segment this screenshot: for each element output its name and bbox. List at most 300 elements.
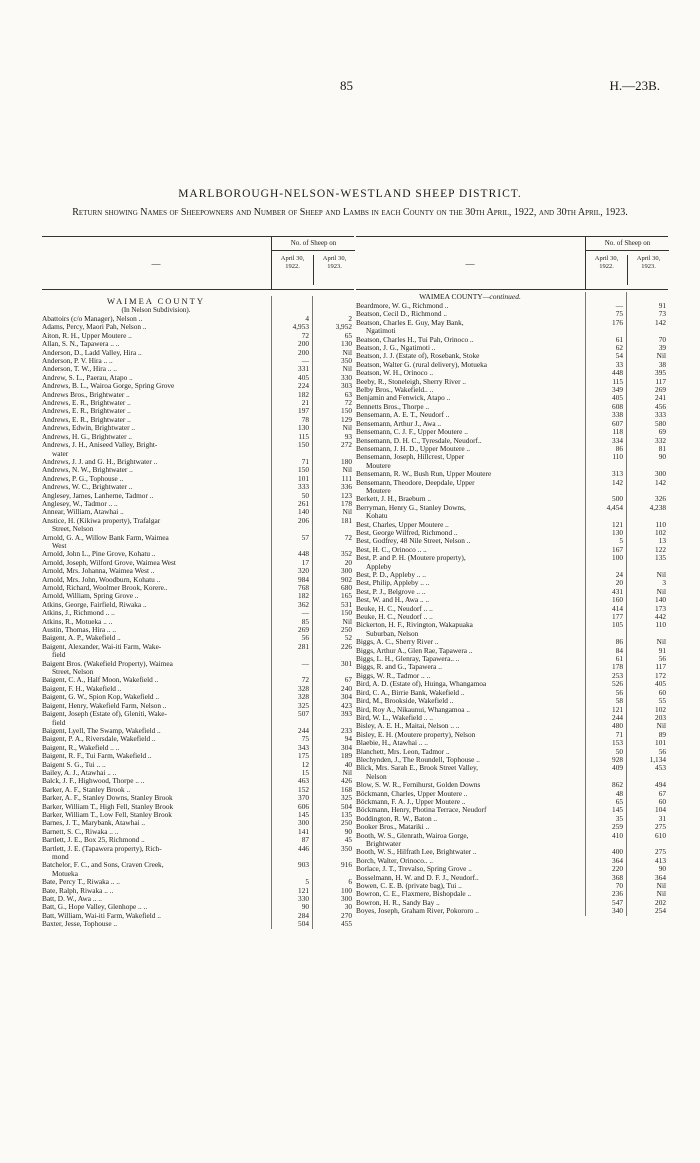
left-table	[42, 236, 354, 929]
sheep-count-1922: 220	[612, 864, 623, 874]
sheep-count-1923: 426	[341, 776, 352, 786]
owner-name: Arnold, John L., Pine Grove, Kohatu ..	[42, 549, 156, 559]
table-row	[42, 861, 354, 878]
page-number: 85	[340, 78, 353, 93]
owner-name: Barker, A. F., Stanley Downs, Stanley Brook	[42, 793, 173, 803]
owner-name: Biggs, W. R., Tadmor .. ..	[356, 670, 431, 680]
owner-name: Atkins, R., Motueka .. ..	[42, 616, 113, 626]
owner-name: Biggs, R. and G., Tapawera ..	[356, 662, 442, 672]
sheep-count-1922: 448	[612, 368, 623, 378]
sheep-count-1923: 531	[341, 599, 352, 609]
year-1922-header: April 30, 1922.	[586, 255, 628, 285]
right-table	[356, 236, 668, 916]
sheep-count-1922: 54	[615, 351, 623, 361]
sheep-count-1922: 343	[298, 742, 309, 752]
sheep-count-1923: 240	[341, 683, 352, 693]
owner-name: Bensemann, Theodore, Deepdale, Upper Moutere	[356, 477, 475, 495]
sheep-count-1922: 177	[612, 612, 623, 622]
owner-name: Beeby, R., Stoneleigh, Sherry River ..	[356, 376, 466, 386]
owner-name: Beuke, H. C., Neudorf .. ..	[356, 603, 433, 613]
sheep-count-1922: 56	[615, 687, 623, 697]
sheep-count-1922: 75	[615, 309, 623, 319]
sheep-count-1922: 50	[615, 746, 623, 756]
sheep-count-1923: 94	[344, 734, 352, 744]
owner-name: Booker Bros., Matariki ..	[356, 822, 430, 832]
county-note: (In Nelson Subdivision).	[121, 306, 191, 314]
owner-name: Best, W. and H., Awa .. ..	[356, 595, 430, 605]
owner-name: Batt, D. W., Awa .. ..	[42, 894, 102, 904]
owner-name: Barker, William T., Low Fell, Stanley Brook	[42, 809, 172, 819]
sheep-count-1922: 84	[615, 645, 623, 655]
owner-name: Beatson, J. G., Ngatimoti ..	[356, 343, 436, 353]
sheep-count-1922: 400	[612, 847, 623, 857]
sheep-count-1922: 328	[298, 683, 309, 693]
sheep-count-1922: 928	[612, 754, 623, 764]
sheep-count-1923: 73	[658, 309, 666, 319]
sheep-count-1923: 350	[341, 356, 352, 366]
owner-name: Baigent, R. F., Tui Farm, Wakefield ..	[42, 751, 152, 761]
sheep-count-1923: Nil	[656, 721, 666, 731]
owner-name: Bird, A. D. (Estate of), Huinga, Whangamoa	[356, 679, 487, 689]
sheep-count-1923: 172	[655, 670, 666, 680]
owner-name: Aiton, R. H., Upper Moutere ..	[42, 330, 132, 340]
year-1923-header: April 30, 1923.	[636, 255, 661, 270]
sheep-count-1923: 330	[341, 372, 352, 382]
owner-name: Baigent, C. A., Half Moon, Wakefield ..	[42, 675, 159, 685]
sheep-count-1923: Nil	[342, 767, 352, 777]
sheep-count-header	[585, 237, 669, 289]
owner-name: Best, Godfrey, 48 Nile Street, Nelson ..	[356, 536, 471, 546]
sheep-count-1922: 115	[298, 431, 309, 441]
sheep-count-1922: 463	[298, 776, 309, 786]
sheep-count-1922: 313	[612, 469, 623, 479]
sheep-count-1923: 90	[344, 826, 352, 836]
owner-name: Benjamin and Fenwick, Atapo ..	[356, 393, 451, 403]
sheep-count-1922: 333	[298, 482, 309, 492]
sheep-count-1923: 55	[658, 696, 666, 706]
owner-name: Böckmann, F. A. J., Upper Moutere ..	[356, 796, 466, 806]
sheep-count-1922: —	[301, 356, 309, 366]
sheep-count-1922: —	[301, 658, 309, 668]
sheep-count-1922: 338	[612, 410, 623, 420]
sheep-count-1923: 13	[658, 536, 666, 546]
sheep-count-1922: 325	[298, 700, 309, 710]
owner-name: Batt, G., Hope Valley, Glenhope .. ..	[42, 902, 148, 912]
owner-name: Anstice, H. (Kikiwa property), Trafalgar Street, Nelson	[42, 515, 161, 534]
owner-name: Belby Bros., Wakefield.. ..	[356, 385, 434, 395]
sheep-count-1922: 35	[615, 813, 623, 823]
owner-name: Bensemann, D. H. C., Tyresdale, Neudorf..	[356, 435, 482, 445]
sheep-count-1923: Nil	[342, 465, 352, 475]
owner-name: Böckmann, Charles, Upper Moutere ..	[356, 788, 468, 798]
sheep-count-1922: 340	[612, 906, 623, 916]
sheep-count-1922: 526	[612, 679, 623, 689]
sheep-count-1922: 21	[301, 398, 309, 408]
table-header	[42, 236, 354, 290]
owner-name: Andrews, J. H., Aniseed Valley, Bright- water	[42, 440, 158, 458]
sheep-count-1922: 50	[301, 490, 309, 500]
owner-name: Baigent Bros. (Wakefield Property), Waimea Street, Nelson	[42, 658, 173, 677]
sheep-count-1922: 130	[612, 527, 623, 537]
sheep-count-1922: 236	[612, 889, 623, 899]
sheep-count-1922: —	[301, 608, 309, 618]
table-row	[356, 621, 668, 638]
owner-name: Andrews, E. R., Brightwater ..	[42, 414, 131, 424]
sheep-count-1923: 56	[658, 746, 666, 756]
sheep-count-1922: 75	[301, 734, 309, 744]
sheep-count-1923: 270	[341, 910, 352, 920]
sheep-count-1923: 405	[655, 679, 666, 689]
sheep-count-1922: 130	[298, 423, 309, 433]
owner-name: Beatson, J. J. (Estate of), Rosebank, Stoke	[356, 351, 480, 361]
table-row	[356, 764, 668, 781]
sheep-count-1922: 61	[615, 334, 623, 344]
owner-name: Andrew, S. L., Paerau, Atapo ..	[42, 372, 133, 382]
sheep-count-1923: 67	[344, 675, 352, 685]
sheep-count-1923: 350	[341, 843, 352, 853]
table-row	[356, 479, 668, 496]
sheep-count-1923: 102	[655, 527, 666, 537]
owner-name: Bickerton, H. F., Rivington, Wakapuaka Suburban, Nelson	[356, 620, 473, 638]
owner-name: Best, H. C., Orinoco .. ..	[356, 544, 427, 554]
sheep-count-1923: 504	[341, 801, 352, 811]
sheep-count-1923: 413	[655, 855, 666, 865]
sheep-count-1922: 12	[301, 759, 309, 769]
owner-name: Beardmore, W. G., Richmond ..	[356, 301, 449, 310]
sheep-count-1923: 52	[344, 633, 352, 643]
sheep-count-1922: 448	[298, 549, 309, 559]
sheep-count-1922: 24	[615, 570, 623, 579]
sheep-count-1922: 86	[615, 443, 623, 453]
sheep-count-1923: 181	[341, 515, 352, 525]
sheep-count-1923: 300	[341, 566, 352, 576]
owner-name: Barker, A. F., Stanley Brook ..	[42, 784, 131, 794]
sheep-count-1923: 111	[341, 473, 352, 483]
sheep-count-1922: 15	[301, 767, 309, 777]
sheep-count-1923: 135	[655, 553, 666, 563]
sheep-count-1922: 368	[612, 872, 623, 882]
owner-name: Baigent, Henry, Wakefield Farm, Nelson ..	[42, 700, 167, 710]
sheep-count-1923: 6	[348, 877, 352, 887]
sheep-count-1922: 121	[612, 519, 623, 529]
sheep-count-1923: 333	[655, 410, 666, 420]
sheep-count-1922: 244	[612, 712, 623, 722]
owner-name: Baigent, G. W., Spion Kop, Wakefield ..	[42, 692, 160, 702]
owner-name: Beatson, Walter G. (rural delivery), Motueka	[356, 359, 487, 369]
sheep-count-1922: 334	[612, 435, 623, 445]
sheep-count-1922: 145	[612, 805, 623, 815]
owner-name: Atkins, George, Fairfield, Riwaka ..	[42, 599, 147, 609]
sheep-count-1922: 176	[612, 317, 623, 327]
sheep-count-1923: 168	[341, 784, 352, 794]
page-title: MARLBOROUGH-NELSON-WESTLAND SHEEP DISTRICT.	[178, 188, 522, 200]
sheep-count-1923: 20	[344, 557, 352, 567]
sheep-count-1922: 110	[612, 452, 623, 462]
sheep-count-1923: 65	[344, 330, 352, 340]
sheep-count-1923: 67	[658, 788, 666, 798]
sheep-count-1923: 130	[341, 339, 352, 349]
sheep-count-1923: 140	[655, 595, 666, 605]
sheep-count-1923: 91	[658, 301, 666, 310]
sheep-count-1923: 364	[655, 872, 666, 882]
sheep-count-1923: 60	[658, 687, 666, 697]
owner-name: Baigent, Alexander, Wai-iti Farm, Wake- field	[42, 641, 162, 660]
sheep-count-1922: 862	[612, 780, 623, 790]
sheep-count-1923: 226	[341, 641, 352, 651]
sheep-count-1922: 607	[612, 418, 623, 428]
table-body	[356, 292, 668, 916]
sheep-count-1922: 56	[301, 633, 309, 643]
sheep-count-1923: 72	[344, 398, 352, 408]
sheep-count-1923: 326	[655, 494, 666, 504]
sheep-count-1923: Nil	[656, 570, 666, 579]
sheep-count-1922: 153	[612, 738, 623, 748]
sheep-count-1923: 3,952	[335, 322, 352, 332]
sheep-count-1922: 409	[612, 763, 623, 773]
owner-name: Beatson, Charles E. Guy, May Bank, Ngatimoti	[356, 317, 464, 336]
sheep-count-1923: 100	[341, 885, 352, 895]
sheep-count-1923: 423	[341, 700, 352, 710]
sheep-count-1922: 48	[615, 788, 623, 798]
sheep-count-1923: 580	[655, 418, 666, 428]
sheep-count-1922: 118	[612, 427, 623, 437]
table-row	[42, 660, 354, 677]
sheep-count-1922: 206	[298, 515, 309, 525]
owner-name: Austin, Thomas, Hira .. ..	[42, 625, 117, 635]
sheep-count-1923: 173	[655, 603, 666, 613]
owner-name: Andrews, J. J. and G. H., Brightwater ..	[42, 456, 158, 466]
owner-name: Barnett, S. C., Riwaka .. ..	[42, 826, 119, 836]
sheep-count-1922: 71	[301, 456, 309, 466]
sheep-count-1922: 178	[612, 662, 623, 672]
owner-name: Batchelor, F. C., and Sons, Craven Creek, Motueka	[42, 860, 164, 878]
sheep-count-1923: 453	[655, 763, 666, 773]
sheep-count-1922: 4	[305, 314, 309, 323]
owner-name: Biggs, A. C., Sherry River ..	[356, 637, 439, 647]
owner-name: Andrews, E. R., Brightwater ..	[42, 406, 131, 416]
number-heading: No. of Sheep on	[272, 237, 355, 251]
sheep-count-1922: 4,454	[606, 502, 623, 512]
document-reference: H.—23B.	[609, 78, 660, 93]
sheep-count-1923: 123	[341, 490, 352, 500]
sheep-count-1922: 182	[298, 591, 309, 601]
sheep-count-1922: 167	[612, 544, 623, 554]
sheep-count-1923: 456	[655, 401, 666, 411]
sheep-count-1923: 56	[658, 654, 666, 664]
sheep-count-1923: 610	[655, 830, 666, 840]
owner-name: Blow, S. W. R., Fernihurst, Golden Downs	[356, 780, 481, 790]
sheep-count-1923: 241	[655, 393, 666, 403]
owner-name: Baigent, Lyell, The Swamp, Wakefield ..	[42, 725, 161, 735]
sheep-count-1923: 117	[655, 376, 666, 386]
owner-name: Bartlett, J. E. (Tapawera property), Rich- mond	[42, 843, 162, 861]
county-heading: WAIMEA COUNTY—continued.	[419, 292, 521, 301]
sheep-count-1922: 405	[612, 393, 623, 403]
sheep-count-1923: 39	[658, 343, 666, 353]
owner-name: Andrews, B. L., Wairoa Gorge, Spring Grove	[42, 381, 175, 391]
sheep-count-1922: 331	[298, 364, 309, 374]
table-header	[356, 236, 668, 290]
owner-name: Bensemann, C. J. F., Upper Moutere ..	[356, 427, 468, 437]
table-row	[356, 504, 668, 521]
owner-name: Arnold, Mrs. John, Woodburn, Kohatu ..	[42, 574, 161, 584]
sheep-count-1923: 393	[341, 709, 352, 719]
sheep-count-1922: 150	[298, 465, 309, 475]
sheep-count-1923: 90	[658, 452, 666, 462]
sheep-count-1922: 160	[612, 595, 623, 605]
owner-name: Bird, W. L., Wakefield .. ..	[356, 712, 433, 722]
sheep-count-1922: 349	[612, 385, 623, 395]
table-row	[356, 832, 668, 849]
owner-name: Adams, Percy, Maori Pah, Nelson ..	[42, 322, 147, 332]
owner-name: Abattoirs (c/o Manager), Nelson ..	[42, 314, 143, 323]
sheep-count-1923: 395	[655, 368, 666, 378]
owner-name: Andrews, P. G., Tophouse ..	[42, 473, 124, 483]
sheep-count-1923: Nil	[342, 347, 352, 357]
sheep-count-1922: 86	[615, 637, 623, 647]
sheep-count-1922: 5	[619, 536, 623, 546]
sheep-count-1923: Nil	[656, 586, 666, 596]
sheep-count-1923: 101	[655, 738, 666, 748]
sheep-count-1922: 62	[615, 343, 623, 353]
sheep-count-1922: 370	[298, 793, 309, 803]
owner-name: Bensemann, A. E. T., Neudorf ..	[356, 410, 450, 420]
owner-name: Balck, J. F., Highwood, Thorpe .. ..	[42, 776, 145, 786]
owner-name: Bate, Percy T., Riwaka .. ..	[42, 877, 120, 887]
table-row	[42, 920, 354, 928]
table-row	[42, 441, 354, 458]
sheep-count-1923: 300	[341, 894, 352, 904]
owner-name: Borch, Walter, Orinoco.. ..	[356, 855, 434, 865]
owner-name: Andrews, N. W., Brightwater ..	[42, 465, 133, 475]
sheep-count-1922: 984	[298, 574, 309, 584]
sheep-count-1922: 182	[298, 389, 309, 399]
sheep-count-1923: 203	[655, 712, 666, 722]
sheep-count-1923: 129	[341, 414, 352, 424]
sheep-count-1923: 254	[655, 906, 666, 916]
sheep-count-1922: 140	[298, 507, 309, 517]
sheep-count-1923: 916	[341, 860, 352, 870]
sheep-count-1923: 680	[341, 583, 352, 592]
sheep-count-1922: 85	[301, 616, 309, 626]
sheep-count-1923: 180	[341, 456, 352, 466]
sheep-count-1922: 328	[298, 692, 309, 702]
sheep-count-1922: 57	[301, 532, 309, 542]
sheep-count-1922: 608	[612, 401, 623, 411]
sheep-count-1922: 71	[615, 729, 623, 739]
owner-name: Bosselmann, H. W. and D. F. J., Neudorf..	[356, 872, 479, 882]
table-row	[356, 453, 668, 470]
sheep-count-1923: 300	[655, 469, 666, 479]
sheep-count-1922: 87	[301, 835, 309, 845]
sheep-count-1922: 152	[298, 784, 309, 794]
sheep-count-1922: 362	[298, 599, 309, 609]
sheep-count-1922: 61	[615, 654, 623, 664]
sheep-count-1923: Nil	[342, 364, 352, 374]
owner-name: Bowen, C. E. B. (private bag), Tui ..	[356, 881, 462, 891]
owner-name: Annear, William, Atawhai ..	[42, 507, 124, 517]
table-row	[42, 517, 354, 534]
sheep-count-1923: 150	[341, 608, 352, 618]
owner-name: Biggs, L. H., Glenray, Tapawera.. ..	[356, 654, 460, 664]
table-row	[42, 845, 354, 862]
owner-name: Atkins, J., Richmond .. ..	[42, 608, 115, 618]
year-1922-header: April 30, 1922.	[272, 255, 314, 285]
owner-name: Baigent, F. H., Wakefield ..	[42, 683, 122, 693]
owner-name: Baigent, A. P., Wakefield ..	[42, 633, 121, 643]
table-row	[42, 643, 354, 660]
sheep-count-1922: —	[615, 301, 623, 310]
sheep-count-1922: 480	[612, 721, 623, 731]
sheep-count-1923: 902	[341, 574, 352, 584]
owner-name: Andrews, W. C., Brightwater ..	[42, 482, 133, 492]
owner-name: Andrews, Edwin, Brightwater ..	[42, 423, 136, 433]
sheep-count-1922: 65	[615, 796, 623, 806]
sheep-count-1923: Nil	[656, 351, 666, 361]
owner-name: Arnold, Richard, Woolmer Brook, Korere..	[42, 583, 168, 592]
sheep-count-1923: 233	[341, 725, 352, 735]
sheep-count-1922: 5	[305, 877, 309, 887]
owner-name: Arnold, William, Spring Grove ..	[42, 591, 139, 601]
owner-name: Blanchett, Mrs. Leon, Tadmor ..	[356, 746, 450, 756]
owner-name: Bowron, H. R., Sandy Bay ..	[356, 897, 440, 907]
sheep-count-1923: Nil	[342, 507, 352, 517]
sheep-count-1922: 431	[612, 586, 623, 596]
sheep-count-1922: 4,953	[292, 322, 309, 332]
sheep-count-1923: Nil	[656, 881, 666, 891]
sheep-count-1922: 72	[301, 675, 309, 685]
owner-name: Booth, W. S., Hilfrath Lee, Brightwater ..	[356, 847, 477, 857]
sheep-count-1923: 93	[344, 431, 352, 441]
sheep-count-1923: 102	[655, 704, 666, 714]
owner-name: Bird, M., Brookside, Wakefield ..	[356, 696, 454, 706]
county-heading: WAIMEA COUNTY	[106, 296, 205, 306]
sheep-count-1922: 200	[298, 347, 309, 357]
owner-name: Barnes, J. T., Marybank, Atawhai ..	[42, 818, 146, 828]
sheep-count-1922: 90	[301, 902, 309, 912]
owner-name: Bensemann, Arthur J., Awa ..	[356, 418, 442, 428]
sheep-count-1922: 58	[615, 696, 623, 706]
owner-name: Baigent, P. A., Riversdale, Wakefield ..	[42, 734, 156, 744]
sheep-count-1923: 91	[658, 645, 666, 655]
owner-name: Beatson, W. H., Orinoco ..	[356, 368, 434, 378]
sheep-count-1923: 352	[341, 549, 352, 559]
sheep-count-1923: 304	[341, 742, 352, 752]
sheep-count-1923: 70	[658, 334, 666, 344]
sheep-count-1923: Nil	[342, 616, 352, 626]
owner-name: Beatson, Cecil D., Richmond ..	[356, 309, 447, 319]
sheep-count-1922: 261	[298, 498, 309, 508]
sheep-count-1922: 547	[612, 897, 623, 907]
owner-name: Baigent S. G., Tui .. ..	[42, 759, 106, 769]
sheep-count-1923: 117	[655, 662, 666, 672]
year-1923-header: April 30, 1923.	[322, 255, 347, 270]
owner-name: Arnold, G. A., Willow Bank Farm, Waimea West	[42, 532, 169, 550]
owner-name: Anderson, T. W., Hira .. ..	[42, 364, 117, 374]
sheep-count-1923: 104	[655, 805, 666, 815]
name-column-header: —	[465, 259, 475, 269]
sheep-count-1923: 165	[341, 591, 352, 601]
table-body	[42, 296, 354, 929]
owner-name: Best, Philip, Appleby .. ..	[356, 578, 430, 588]
sheep-count-1923: Nil	[656, 637, 666, 647]
sheep-count-1922: 330	[298, 894, 309, 904]
sheep-count-1922: 197	[298, 406, 309, 416]
sheep-count-1922: 504	[298, 919, 309, 929]
sheep-count-1922: 142	[612, 477, 623, 487]
sheep-count-1922: 446	[298, 843, 309, 853]
sheep-count-1923: 150	[341, 406, 352, 416]
